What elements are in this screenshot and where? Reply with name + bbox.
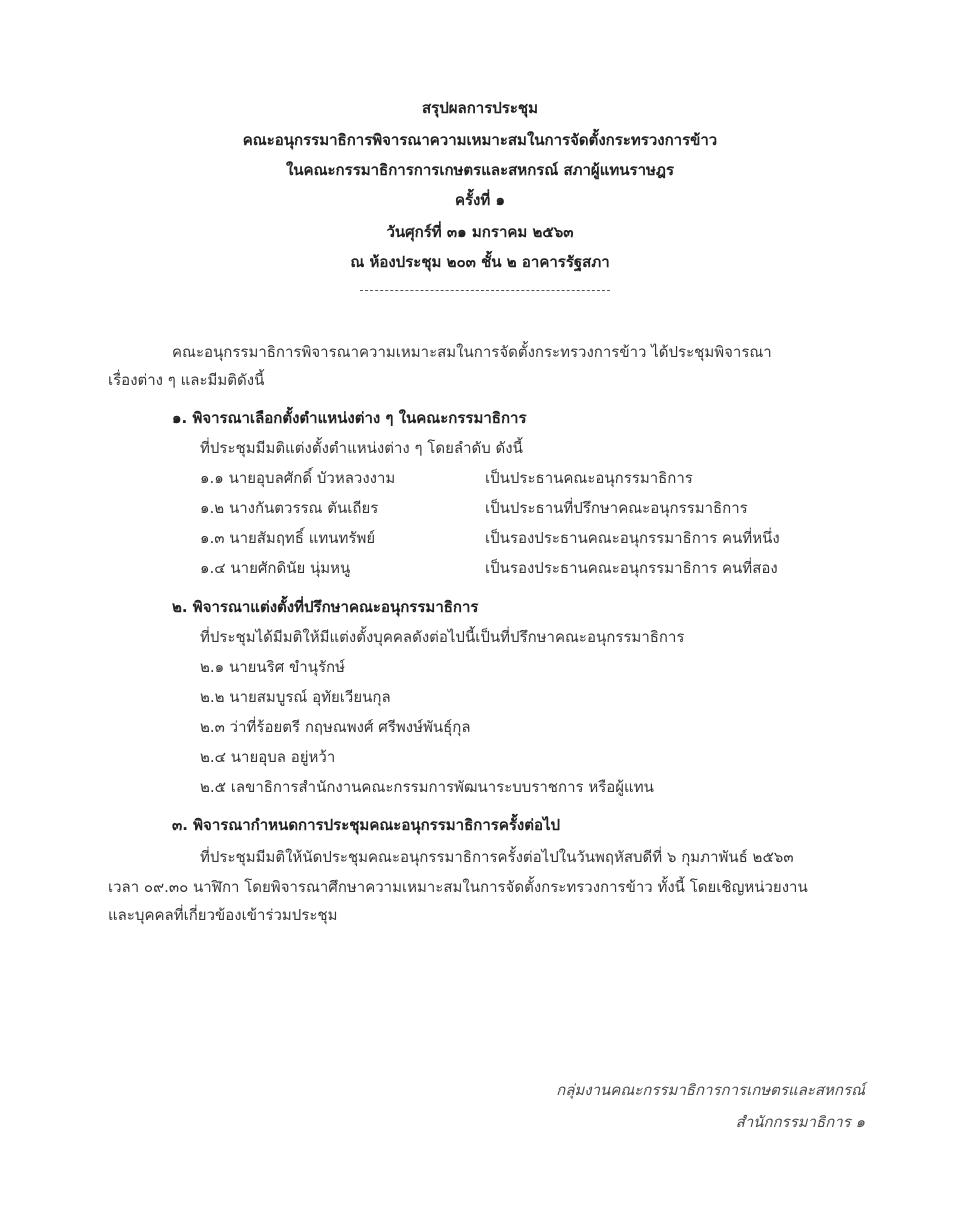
appointee-name: ๑.๒ นางกันตวรรณ ตันเถียร [200, 499, 379, 517]
section-2-heading: ๒. พิจารณาแต่งตั้งที่ปรึกษาคณะอนุกรรมาธิการ [172, 598, 479, 616]
appointee-role: เป็นประธานที่ปรึกษาคณะอนุกรรมาธิการ [485, 499, 748, 517]
footer-group: กลุ่มงานคณะกรรมาธิการการเกษตรและสหกรณ์ [556, 1081, 865, 1099]
advisor-item: ๒.๑ นายนริศ ขำนุรักษ์ [200, 658, 345, 676]
appointee-role: เป็นประธานคณะอนุกรรมาธิการ [485, 469, 693, 487]
section-3-line-2: เวลา ๐๙.๓๐ นาฬิกา โดยพิจารณาศึกษาความเหมาะสมในการจัดตั้งกระทรวงการข้าว ทั้งนี้ โดยเชิญหน่วยงาน [108, 878, 808, 896]
appointee-role: เป็นรองประธานคณะอนุกรรมาธิการ คนที่หนึ่ง [485, 529, 780, 547]
advisor-item: ๒.๔ นายอุบล อยู่หว้า [200, 748, 336, 766]
section-1-text: ที่ประชุมมีมติแต่งตั้งตำแหน่งต่าง ๆ โดยลำดับ ดังนี้ [200, 439, 523, 457]
meeting-date: วันศุกร์ที่ ๓๑ มกราคม ๒๕๖๓ [386, 223, 574, 241]
appointee-name: ๑.๓ นายสัมฤทธิ์ แทนทรัพย์ [200, 529, 376, 547]
intro-line-1: คณะอนุกรรมาธิการพิจารณาความเหมาะสมในการจัดตั้งกระทรวงการข้าว ได้ประชุมพิจารณา [172, 343, 772, 361]
appointee-role: เป็นรองประธานคณะอนุกรรมาธิการ คนที่สอง [485, 559, 778, 577]
committee-name: คณะอนุกรรมาธิการพิจารณาความเหมาะสมในการจัดตั้งกระทรวงการข้าว [242, 131, 718, 149]
footer-office: สำนักกรรมาธิการ ๑ [735, 1113, 865, 1131]
parent-committee: ในคณะกรรมาธิการการเกษตรและสหกรณ์ สภาผู้แทนราษฎร [285, 161, 675, 179]
section-2-text: ที่ประชุมได้มีมติให้มีแต่งตั้งบุคคลดังต่อไปนี้เป็นที่ปรึกษาคณะอนุกรรมาธิการ [200, 628, 685, 646]
appointee-name: ๑.๑ นายอุบลศักดิ์ บัวหลวงงาม [200, 469, 396, 487]
section-3-line-1: ที่ประชุมมีมติให้นัดประชุมคณะอนุกรรมาธิการครั้งต่อไปในวันพฤหัสบดีที่ ๖ กุมภาพันธ์ ๒๕๖๓ [200, 848, 794, 866]
advisor-item: ๒.๓ ว่าที่ร้อยตรี กฤษณพงศ์ ศรีพงษ์พันธุ์กุล [200, 718, 471, 736]
advisor-item: ๒.๒ นายสมบูรณ์ อุทัยเวียนกุล [200, 688, 391, 706]
intro-line-2: เรื่องต่าง ๆ และมีมติดังนี้ [108, 371, 265, 389]
section-3-heading: ๓. พิจารณากำหนดการประชุมคณะอนุกรรมาธิการครั้งต่อไป [172, 816, 561, 834]
session-number: ครั้งที่ ๑ [454, 191, 506, 209]
divider [360, 290, 610, 291]
appointee-name: ๑.๔ นายศักดินัย นุ่มหนู [200, 559, 351, 577]
advisor-item: ๒.๕ เลขาธิการสำนักงานคณะกรรมการพัฒนาระบบราชการ หรือผู้แทน [200, 778, 654, 796]
section-3-line-3: และบุคคลที่เกี่ยวข้องเข้าร่วมประชุม [108, 906, 338, 924]
meeting-place: ณ ห้องประชุม ๒๐๓ ชั้น ๒ อาคารรัฐสภา [350, 253, 610, 271]
doc-title: สรุปผลการประชุม [422, 99, 538, 117]
section-1-heading: ๑. พิจารณาเลือกตั้งตำแหน่งต่าง ๆ ในคณะกรรมาธิการ [172, 409, 527, 427]
